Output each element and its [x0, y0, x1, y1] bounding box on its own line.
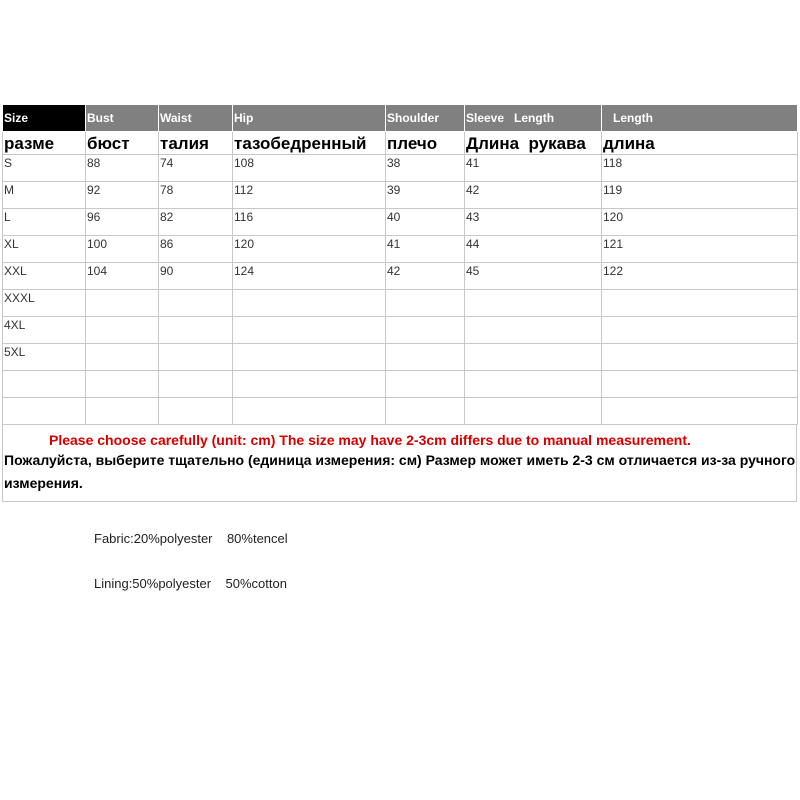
cell-waist [159, 398, 233, 425]
cell-size [3, 317, 86, 344]
cell-length [602, 263, 798, 290]
cell-value: 42 [387, 264, 401, 278]
cell-length [602, 317, 798, 344]
cell-waist [159, 371, 233, 398]
table-row [3, 263, 798, 290]
cell-shoulder [386, 344, 465, 371]
cell-hip [233, 371, 386, 398]
ru-header-sleeve-length: Длина рукава [465, 132, 602, 155]
cell-size [3, 290, 86, 317]
cell-bust [86, 182, 159, 209]
lining-info [94, 576, 287, 591]
cell-bust [86, 371, 159, 398]
cell-value: 42 [466, 183, 480, 197]
cell-value: 40 [387, 210, 401, 224]
cell-waist [159, 155, 233, 182]
cell-waist [159, 182, 233, 209]
cell-value: 120 [234, 237, 255, 251]
cell-value: L [4, 210, 11, 224]
cell-value: 96 [87, 210, 101, 224]
table-row [3, 155, 798, 182]
cell-value: 39 [387, 183, 401, 197]
cell-sleeve-length [465, 371, 602, 398]
cell-length [602, 371, 798, 398]
cell-shoulder [386, 236, 465, 263]
cell-sleeve-length [465, 317, 602, 344]
cell-value: 100 [87, 237, 108, 251]
col-header-bust: Bust [86, 105, 159, 132]
ru-header-length: длина [602, 132, 798, 155]
cell-size [3, 209, 86, 236]
cell-hip [233, 344, 386, 371]
cell-sleeve-length [465, 155, 602, 182]
size-table [2, 104, 798, 425]
cell-sleeve-length [465, 398, 602, 425]
cell-hip [233, 182, 386, 209]
ru-header-hip: тазобедренный [233, 132, 386, 155]
lining-text: Lining:50%polyester 50%cotton [94, 576, 287, 591]
ru-header-bust: бюст [86, 132, 159, 155]
cell-bust [86, 263, 159, 290]
cell-value: 116 [234, 210, 254, 224]
cell-sleeve-length [465, 344, 602, 371]
cell-value: 5XL [4, 345, 26, 359]
cell-shoulder [386, 209, 465, 236]
cell-shoulder [386, 317, 465, 344]
table-row [3, 317, 798, 344]
cell-shoulder [386, 263, 465, 290]
cell-value: 38 [387, 156, 401, 170]
cell-sleeve-length [465, 290, 602, 317]
cell-value: 122 [603, 264, 624, 278]
size-chart [2, 104, 797, 502]
cell-bust [86, 290, 159, 317]
cell-length [602, 209, 798, 236]
fabric-info [94, 531, 288, 546]
cell-value: 88 [87, 156, 101, 170]
col-header-length: Length [602, 105, 798, 132]
cell-value: 45 [466, 264, 480, 278]
cell-value: 124 [234, 264, 255, 278]
cell-size [3, 263, 86, 290]
cell-length [602, 344, 798, 371]
cell-size [3, 371, 86, 398]
cell-sleeve-length [465, 263, 602, 290]
table-row [3, 371, 798, 398]
cell-length [602, 398, 798, 425]
table-row [3, 182, 798, 209]
cell-shoulder [386, 398, 465, 425]
cell-value: 92 [87, 183, 101, 197]
col-header-size: Size [3, 105, 86, 132]
col-header-shoulder: Shoulder [386, 105, 465, 132]
fabric-text: Fabric:20%polyester 80%tencel [94, 531, 288, 546]
cell-bust [86, 398, 159, 425]
cell-hip [233, 317, 386, 344]
cell-shoulder [386, 182, 465, 209]
note-russian: Пожалуйста, выберите тщательно (единица измерения: см) Размер может иметь 2-3 см отличается из-за ручного измерения. [4, 452, 796, 491]
table-row [3, 398, 798, 425]
cell-hip [233, 398, 386, 425]
cell-value: 112 [234, 183, 254, 197]
col-header-waist: Waist [159, 105, 233, 132]
cell-bust [86, 155, 159, 182]
cell-value: 104 [87, 264, 108, 278]
cell-length [602, 290, 798, 317]
table-row [3, 236, 798, 263]
ru-header-waist: талия [159, 132, 233, 155]
table-row [3, 209, 798, 236]
cell-shoulder [386, 155, 465, 182]
cell-waist [159, 209, 233, 236]
cell-shoulder [386, 290, 465, 317]
cell-size [3, 155, 86, 182]
ru-header-size: разме [3, 132, 86, 155]
col-header-hip: Hip [233, 105, 386, 132]
cell-waist [159, 290, 233, 317]
cell-value: 90 [160, 264, 174, 278]
cell-value: 120 [603, 210, 624, 224]
cell-length [602, 182, 798, 209]
cell-size [3, 398, 86, 425]
cell-value: 82 [160, 210, 174, 224]
cell-bust [86, 344, 159, 371]
cell-value: 121 [603, 237, 624, 251]
cell-size [3, 344, 86, 371]
cell-value: XXL [4, 264, 27, 278]
cell-value: 108 [234, 156, 255, 170]
cell-value: 41 [466, 156, 480, 170]
cell-length [602, 236, 798, 263]
note-block [2, 425, 797, 502]
cell-sleeve-length [465, 236, 602, 263]
cell-hip [233, 236, 386, 263]
cell-value: 118 [603, 156, 623, 170]
cell-sleeve-length [465, 182, 602, 209]
header-row-russian [3, 132, 798, 155]
col-header-sleeve-length: Sleeve Length [465, 105, 602, 132]
cell-hip [233, 209, 386, 236]
cell-size [3, 236, 86, 263]
cell-length [602, 155, 798, 182]
cell-waist [159, 263, 233, 290]
cell-hip [233, 290, 386, 317]
cell-value: M [4, 183, 14, 197]
cell-value: 78 [160, 183, 174, 197]
cell-waist [159, 344, 233, 371]
cell-sleeve-length [465, 209, 602, 236]
cell-value: 44 [466, 237, 480, 251]
note-english: Please choose carefully (unit: cm) The size may have 2-3cm differs due to manual measurement. [49, 432, 691, 448]
cell-value: 41 [387, 237, 401, 251]
cell-bust [86, 236, 159, 263]
header-row-english [3, 105, 798, 132]
cell-value: 74 [160, 156, 174, 170]
cell-value: XXXL [4, 291, 35, 305]
cell-value: 43 [466, 210, 480, 224]
cell-hip [233, 263, 386, 290]
cell-waist [159, 317, 233, 344]
cell-value: 4XL [4, 318, 26, 332]
cell-value: 86 [160, 237, 174, 251]
size-rows [3, 155, 798, 425]
cell-waist [159, 236, 233, 263]
table-row [3, 290, 798, 317]
cell-value: XL [4, 237, 19, 251]
ru-header-shoulder: плечо [386, 132, 465, 155]
cell-shoulder [386, 371, 465, 398]
cell-bust [86, 317, 159, 344]
cell-bust [86, 209, 159, 236]
cell-value: S [4, 156, 13, 170]
table-row [3, 344, 798, 371]
cell-size [3, 182, 86, 209]
cell-hip [233, 155, 386, 182]
cell-value: 119 [603, 183, 623, 197]
